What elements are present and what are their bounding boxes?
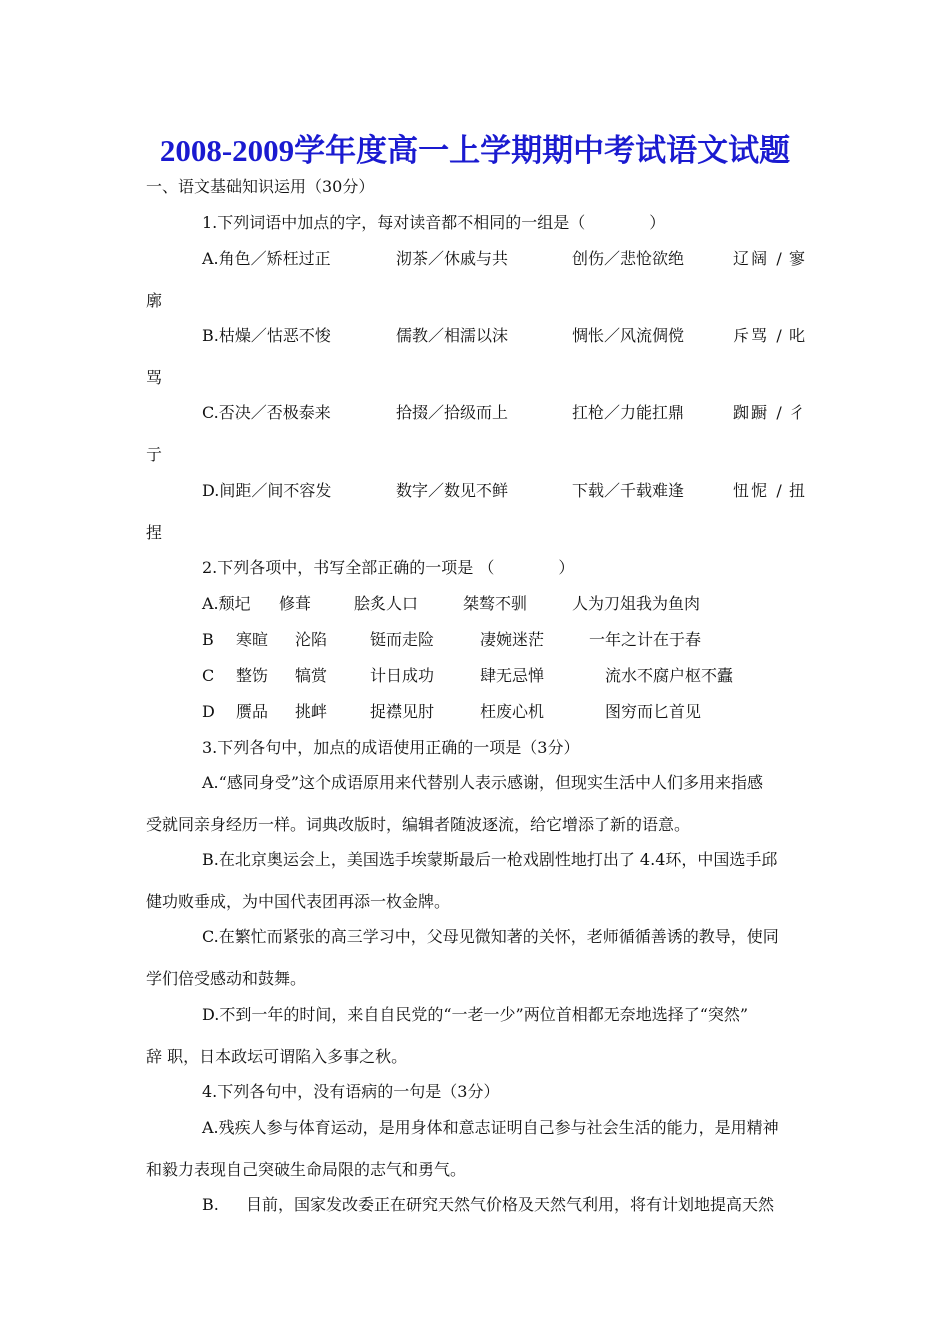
q4-option-b-line1: 目前，国家发改委正在研究天然气价格及天然气利用，将有计划地提高天然 (246, 1195, 775, 1214)
q3-option-d-line2: 辞 职，日本政坛可谓陷入多事之秋。 (146, 1047, 408, 1066)
q3-option-b-line1: B.在北京奥运会上，美国选手埃蒙斯最后一枪戏剧性地打出了 4.4环，中国选手邱 (202, 850, 778, 869)
q3-option-c-line1: C.在繁忙而紧张的高三学习中，父母见微知著的关怀，老师循循善诱的教导，使同 (202, 927, 779, 946)
q1-option-c-wrap: 亍 (146, 445, 163, 464)
q4-option-a-line1: A.残疾人参与体育运动，是用身体和意志证明自己参与社会生活的能力，是用精神 (202, 1118, 779, 1137)
q3-option-a-line1: A.“感同身受”这个成语原用来代替别人表示感谢，但现实生活中人们多用来指感 (202, 773, 764, 792)
question-2-stem: 2.下列各项中，书写全部正确的一项是 （ ） (202, 558, 575, 577)
exam-page: 2008-2009学年度高一上学期期中考试语文试题 一、语文基础知识运用（30分） 1.下列词语中加点的字，每对读音都不相同的一组是（ ） A.角色／矫枉过正 沏茶／休戚与共 创伤／悲怆欲绝 辽阔 / 寥 廓 B.枯燥／怙恶不悛 儒教／相濡以沫 惆怅／风流倜傥 斥骂 / 叱 骂 C.否决／否极泰来 拾掇／拾级而上 扛枪／力能扛鼎 踟蹰 / 彳 亍 D.间距／间不容发 数字／数见不鲜 下载／千载难逢 忸怩 / 扭 捏 2.下列各项中，书写全部正确的一项是 （ ） A.颓圮 修葺 脍炙人口 桀骜不驯 人为刀俎我为鱼肉 B 寒暄 沦陷 铤而走险 凄婉迷茫 一年之计在于春 C 整饬 犒赏 计日成功 肆无忌惮 流水不腐户枢不蠹 D 赝品 挑衅 捉襟见肘 枉废心机 图穷而匕首见 3.下列各句中，加点的成语使用正确的一项是（3分） A.“感同身受”这个成语原用来代替别人表示感谢，但现实生活中人们多用来指感 受就同亲身经历一样。词典改版时，编辑者随波逐流，给它增添了新的语意。 B.在北京奥运会上，美国选手埃蒙斯最后一枪戏剧性地打出了 4.4环，中国选手邱 健功败垂成，为中国代表团再添一枚金牌。 C.在繁忙而紧张的高三学习中，父母见微知著的关怀，老师循循善诱的教导，使同 学们倍受感动和鼓舞。 D.不到一年的时间，来自自民党的“一老一少”两位首相都无奈地选择了“突然” 辞 职，日本政坛可谓陷入多事之秋。 4.下列各句中，没有语病的一句是（3分） A.残疾人参与体育运动，是用身体和意志证明自己参与社会生活的能力，是用精神 和毅力表现自己突破生命局限的志气和勇气。 B. 目前，国家发改委正在研究天然气价格及天然气利用，将有计划地提高天然 (0, 0, 950, 1344)
q1-option-d-wrap: 捏 (146, 523, 163, 542)
question-3-stem: 3.下列各句中，加点的成语使用正确的一项是（3分） (202, 738, 580, 757)
q1-option-b-wrap: 骂 (146, 368, 163, 387)
question-4-stem: 4.下列各句中，没有语病的一句是（3分） (202, 1082, 500, 1101)
q4-option-b-label: B. (202, 1195, 219, 1214)
q3-option-d-line1: D.不到一年的时间，来自自民党的“一老一少”两位首相都无奈地选择了“突然” (202, 1005, 749, 1024)
q3-option-c-line2: 学们倍受感动和鼓舞。 (146, 969, 307, 988)
q3-option-a-line2: 受就同亲身经历一样。词典改版时，编辑者随波逐流，给它增添了新的语意。 (146, 815, 691, 834)
page-title: 2008-2009学年度高一上学期期中考试语文试题 (159, 133, 791, 168)
q1-option-a-wrap: 廓 (146, 291, 163, 310)
question-1-stem: 1.下列词语中加点的字，每对读音都不相同的一组是（ ） (202, 213, 666, 232)
section-heading: 一、语文基础知识运用（30分） (146, 177, 375, 196)
q4-option-a-line2: 和毅力表现自己突破生命局限的志气和勇气。 (146, 1160, 467, 1179)
q3-option-b-line2: 健功败垂成，为中国代表团再添一枚金牌。 (146, 892, 451, 911)
